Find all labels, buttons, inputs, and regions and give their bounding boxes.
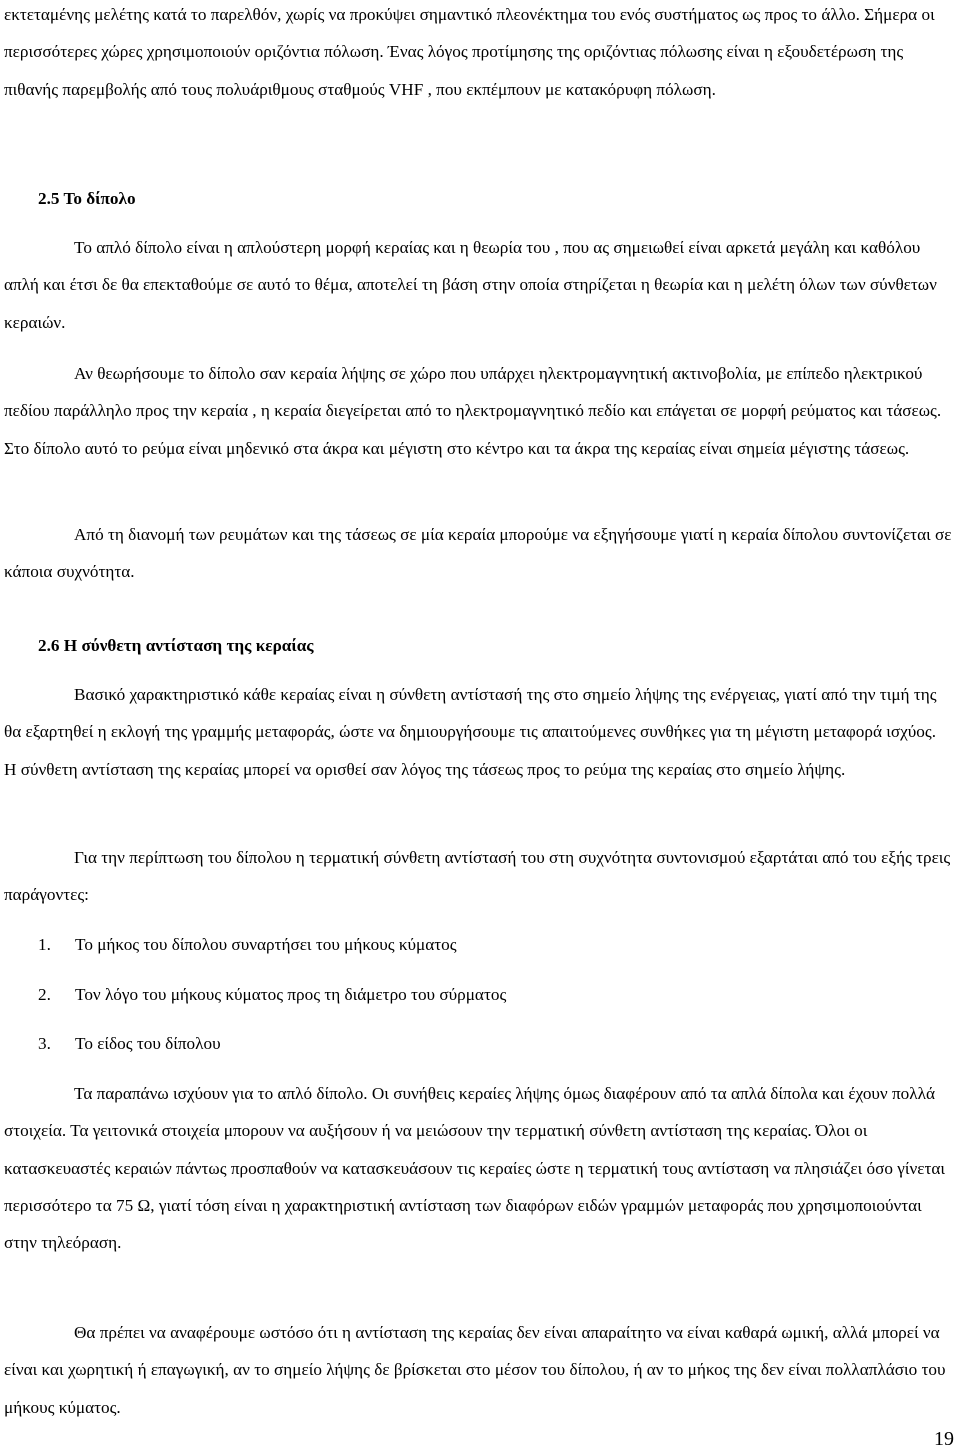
list-item [38, 926, 457, 963]
list-item [38, 1025, 221, 1062]
paragraph-2-5-2: Αν θεωρήσουμε το δίπολο σαν κεραία λήψης σε χώρο που υπάρχει ηλεκτρομαγνητική ακτινοβολία, με επίπεδο ηλεκτρικού πεδίου παράλληλο προς την κεραία , η κεραία διεγείρεται από το ηλεκτρομαγνητικό πεδίο και επάγεται σε μορφή ρεύματος και τάσεως. Στο δίπολο αυτό το ρεύμα είναι μηδενικό στα άκρα και μέγιστη στο κέντρο και τα άκρα της κεραίας είναι σημεία μέγιστης τάσεως. [4, 364, 942, 458]
paragraph-2-5-1: Το απλό δίπολο είναι η απλούστερη μορφή κεραίας και η θεωρία του , που ας σημειωθεί είναι αρκετά μεγάλη και καθόλου απλή και έτσι δε θα επεκταθούμε σε αυτό το θέμα, αποτελεί τη βάση στην οποία στηρίζεται η θεωρία και η μελέτη όλων των σύνθετων κεραιών. [4, 238, 937, 332]
list-text: Το μήκος του δίπολου συναρτήσει του μήκους κύματος [75, 935, 457, 954]
list-number: 2. [38, 985, 51, 1004]
list-number: 1. [38, 935, 51, 954]
page-number: 19 [934, 1428, 954, 1450]
section-heading-2-5: 2.5 Το δίπολο [38, 189, 136, 208]
paragraph-2-6-3: Τα παραπάνω ισχύουν για το απλό δίπολο. Οι συνήθεις κεραίες λήψης όμως διαφέρουν από τα απλά δίπολα και έχουν πολλά στοιχεία. Τα γειτονικά στοιχεία μπορουν να αυξήσουν ή να μειώσουν την τερματική σύνθετη αντίσταση της κεραίας. Όλοι οι κατασκευαστές κεραιών πάντως προσπαθούν να κατασκευάσουν τις κεραίες ώστε η τερματική τους αντίσταση να πλησιάζει όσο γίνεται περισσότερο τα 75 Ω, γιατί τόση είναι η χαρακτηριστική αντίσταση των διαφόρων ειδών γραμμών μεταφοράς που χρησιμοποιούνται στην τηλεόραση. [4, 1084, 946, 1253]
paragraph-2-6-2: Για την περίπτωση του δίπολου η τερματική σύνθετη αντίστασή του στη συχνότητα συντονισμού εξαρτάται από του εξής τρεις παράγοντες: [4, 848, 951, 905]
paragraph-2-6-1: Βασικό χαρακτηριστικό κάθε κεραίας είναι η σύνθετη αντίστασή της στο σημείο λήψης της ενέργειας, γιατί από την τιμή της θα εξαρτηθεί η εκλογή της γραμμής μεταφοράς, ώστε να δημιουργήσουμε τις απαιτούμενες συνθήκες για τη μέγιστη μεταφορά ισχύος. Η σύνθετη αντίσταση της κεραίας μπορεί να ορισθεί σαν λόγος της τάσεως προς το ρεύμα της κεραίας στο σημείο λήψης. [4, 685, 937, 779]
list-text: Το είδος του δίπολου [75, 1034, 221, 1053]
list-text: Τον λόγο του μήκους κύματος προς τη διάμετρο του σύρματος [75, 985, 507, 1004]
paragraph-2-5-3: Από τη διανομή των ρευμάτων και της τάσεως σε μία κεραία μπορούμε να εξηγήσουμε γιατί η κεραία δίπολου συντονίζεται σε κάποια συχνότητα. [4, 525, 952, 582]
list-number: 3. [38, 1034, 51, 1053]
paragraph-2-6-4: Θα πρέπει να αναφέρουμε ωστόσο ότι η αντίσταση της κεραίας δεν είναι απαραίτητο να είναι καθαρά ωμική, αλλά μπορεί να είναι και χωρητική ή επαγωγική, αν το σημείο λήψης δε βρίσκεται στο μέσον του δίπολου, ή αν το μήκος της δεν είναι πολλαπλάσιο του μήκους κύματος. [4, 1323, 946, 1417]
list-item [38, 976, 506, 1013]
section-heading-2-6: 2.6 Η σύνθετη αντίσταση της κεραίας [38, 636, 314, 655]
intro-paragraph: εκτεταμένης μελέτης κατά το παρελθόν, χωρίς να προκύψει σημαντικό πλεονέκτημα του ενός συστήματος ως προς το άλλο. Σήμερα οι περισσότερες χώρες χρησιμοποιούν οριζόντια πόλωση. Ένας λόγος προτίμησης της οριζόντιας πόλωσης είναι η εξουδετέρωση της πιθανής παρεμβολής από τους πολυάριθμους σταθμούς VHF , που εκπέμπουν με κατακόρυφη πόλωση. [4, 5, 935, 99]
